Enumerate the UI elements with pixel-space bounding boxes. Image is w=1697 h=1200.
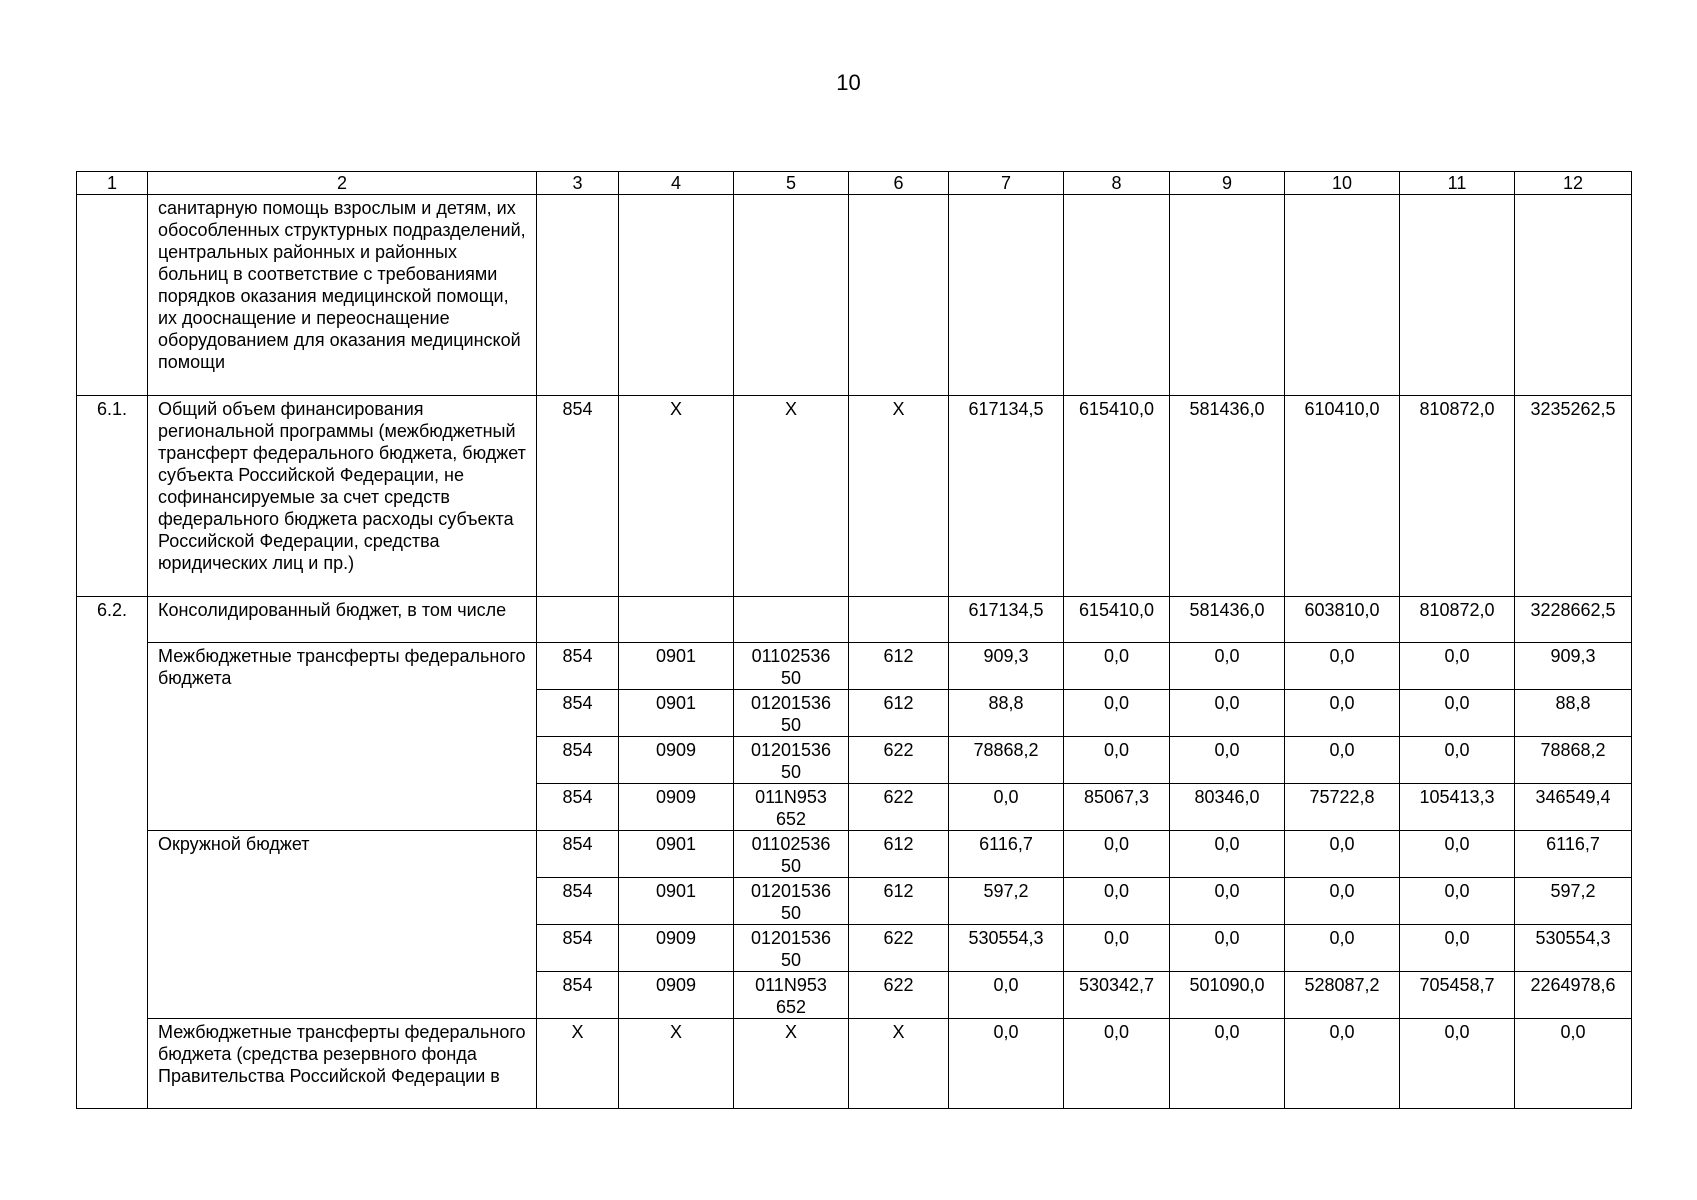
- value-cell: 0,0: [949, 1019, 1064, 1109]
- value-cell: 01102536 50: [734, 831, 849, 878]
- value-cell: X: [849, 1019, 949, 1109]
- value-cell: 612: [849, 690, 949, 737]
- value-cell: 0,0: [1285, 690, 1400, 737]
- value-cell: [1285, 195, 1400, 396]
- value-cell: 011N953 652: [734, 972, 849, 1019]
- value-cell: 0,0: [1285, 1019, 1400, 1109]
- value-cell: 0901: [619, 831, 734, 878]
- value-cell: [537, 597, 619, 643]
- row-text-cell: санитарную помощь взрослым и детям, их обособленных структурных подразделений, центральных районных и районных больниц в соответствие с требованиями порядков оказания медицинской помощи, их дооснащение и переоснащение оборудованием для оказания медицинской помощи: [148, 195, 537, 396]
- value-cell: X: [734, 396, 849, 597]
- group-label-cell: Окружной бюджет: [148, 831, 537, 1019]
- column-header: 6: [849, 172, 949, 195]
- value-cell: [949, 195, 1064, 396]
- value-cell: 0,0: [1170, 925, 1285, 972]
- value-cell: X: [619, 396, 734, 597]
- column-header: 12: [1515, 172, 1632, 195]
- value-cell: 854: [537, 784, 619, 831]
- value-cell: 0,0: [1170, 831, 1285, 878]
- value-cell: 597,2: [949, 878, 1064, 925]
- value-cell: 0,0: [1064, 878, 1170, 925]
- value-cell: 0901: [619, 643, 734, 690]
- value-cell: 854: [537, 972, 619, 1019]
- value-cell: 88,8: [949, 690, 1064, 737]
- value-cell: [1170, 195, 1285, 396]
- value-cell: 854: [537, 925, 619, 972]
- column-header: 3: [537, 172, 619, 195]
- value-cell: [734, 195, 849, 396]
- value-cell: 617134,5: [949, 597, 1064, 643]
- value-cell: 622: [849, 737, 949, 784]
- value-cell: 011N953 652: [734, 784, 849, 831]
- value-cell: 612: [849, 831, 949, 878]
- value-cell: 0,0: [1400, 643, 1515, 690]
- value-cell: 01201536 50: [734, 737, 849, 784]
- value-cell: 0,0: [1285, 925, 1400, 972]
- value-cell: 530554,3: [949, 925, 1064, 972]
- value-cell: 530342,7: [1064, 972, 1170, 1019]
- value-cell: 622: [849, 784, 949, 831]
- value-cell: 0,0: [1170, 737, 1285, 784]
- value-cell: 615410,0: [1064, 597, 1170, 643]
- value-cell: 0,0: [1170, 878, 1285, 925]
- value-cell: 6116,7: [949, 831, 1064, 878]
- column-header: 2: [148, 172, 537, 195]
- value-cell: [537, 195, 619, 396]
- value-cell: 0,0: [1285, 737, 1400, 784]
- value-cell: 603810,0: [1285, 597, 1400, 643]
- value-cell: 528087,2: [1285, 972, 1400, 1019]
- value-cell: 597,2: [1515, 878, 1632, 925]
- value-cell: 85067,3: [1064, 784, 1170, 831]
- value-cell: 105413,3: [1400, 784, 1515, 831]
- value-cell: 0,0: [1064, 690, 1170, 737]
- row-number-cell: 6.2.: [77, 597, 148, 1109]
- column-header: 8: [1064, 172, 1170, 195]
- value-cell: 581436,0: [1170, 396, 1285, 597]
- value-cell: 854: [537, 831, 619, 878]
- value-cell: 78868,2: [949, 737, 1064, 784]
- value-cell: 0909: [619, 784, 734, 831]
- value-cell: 612: [849, 878, 949, 925]
- value-cell: 615410,0: [1064, 396, 1170, 597]
- value-cell: 0,0: [1170, 643, 1285, 690]
- group-label-cell: Межбюджетные трансферты федерального бюджета: [148, 643, 537, 831]
- value-cell: 0901: [619, 690, 734, 737]
- value-cell: 854: [537, 690, 619, 737]
- value-cell: 622: [849, 925, 949, 972]
- column-header: 1: [77, 172, 148, 195]
- value-cell: 0,0: [949, 784, 1064, 831]
- value-cell: 0,0: [1064, 643, 1170, 690]
- value-cell: 0,0: [1285, 878, 1400, 925]
- table-row: [77, 172, 1632, 195]
- value-cell: X: [537, 1019, 619, 1109]
- value-cell: 0,0: [1170, 690, 1285, 737]
- value-cell: 78868,2: [1515, 737, 1632, 784]
- value-cell: X: [734, 1019, 849, 1109]
- value-cell: 0909: [619, 972, 734, 1019]
- value-cell: [619, 597, 734, 643]
- column-header: 7: [949, 172, 1064, 195]
- column-header: 11: [1400, 172, 1515, 195]
- value-cell: 0,0: [1400, 925, 1515, 972]
- value-cell: 0,0: [1285, 643, 1400, 690]
- table-row: [77, 396, 1632, 597]
- value-cell: 617134,5: [949, 396, 1064, 597]
- value-cell: 0,0: [1400, 737, 1515, 784]
- value-cell: 01102536 50: [734, 643, 849, 690]
- value-cell: 581436,0: [1170, 597, 1285, 643]
- column-header: 10: [1285, 172, 1400, 195]
- value-cell: 854: [537, 396, 619, 597]
- row-text-cell: Консолидированный бюджет, в том числе: [148, 597, 537, 643]
- value-cell: 75722,8: [1285, 784, 1400, 831]
- value-cell: 501090,0: [1170, 972, 1285, 1019]
- table-row: [77, 1019, 1632, 1109]
- value-cell: X: [849, 396, 949, 597]
- value-cell: [1064, 195, 1170, 396]
- value-cell: 0,0: [1170, 1019, 1285, 1109]
- table-row: [77, 195, 1632, 396]
- value-cell: 810872,0: [1400, 396, 1515, 597]
- value-cell: 0,0: [1400, 878, 1515, 925]
- value-cell: 0,0: [1064, 925, 1170, 972]
- value-cell: [849, 195, 949, 396]
- value-cell: 80346,0: [1170, 784, 1285, 831]
- value-cell: 3235262,5: [1515, 396, 1632, 597]
- value-cell: 705458,7: [1400, 972, 1515, 1019]
- value-cell: 0,0: [1285, 831, 1400, 878]
- value-cell: X: [619, 1019, 734, 1109]
- value-cell: [734, 597, 849, 643]
- value-cell: 0,0: [1064, 1019, 1170, 1109]
- row-number-cell: 6.1.: [77, 396, 148, 597]
- column-header: 5: [734, 172, 849, 195]
- value-cell: 6116,7: [1515, 831, 1632, 878]
- value-cell: 854: [537, 643, 619, 690]
- value-cell: 612: [849, 643, 949, 690]
- value-cell: 0,0: [1400, 1019, 1515, 1109]
- row-text-cell: Межбюджетные трансферты федерального бюджета (средства резервного фонда Правительства Российской Федерации в: [148, 1019, 537, 1109]
- value-cell: 909,3: [949, 643, 1064, 690]
- column-header: 4: [619, 172, 734, 195]
- value-cell: 0,0: [1400, 690, 1515, 737]
- value-cell: 0,0: [1064, 831, 1170, 878]
- value-cell: 0,0: [1515, 1019, 1632, 1109]
- value-cell: 01201536 50: [734, 690, 849, 737]
- value-cell: 88,8: [1515, 690, 1632, 737]
- value-cell: 0909: [619, 925, 734, 972]
- value-cell: 530554,3: [1515, 925, 1632, 972]
- value-cell: 3228662,5: [1515, 597, 1632, 643]
- value-cell: 909,3: [1515, 643, 1632, 690]
- value-cell: 0909: [619, 737, 734, 784]
- value-cell: 0,0: [1064, 737, 1170, 784]
- value-cell: 0,0: [1400, 831, 1515, 878]
- value-cell: 346549,4: [1515, 784, 1632, 831]
- row-number-cell: [77, 195, 148, 396]
- page-number: 10: [836, 70, 861, 95]
- table-row: [77, 643, 1632, 690]
- value-cell: 0901: [619, 878, 734, 925]
- value-cell: 854: [537, 878, 619, 925]
- value-cell: 610410,0: [1285, 396, 1400, 597]
- value-cell: [1515, 195, 1632, 396]
- value-cell: 810872,0: [1400, 597, 1515, 643]
- value-cell: 622: [849, 972, 949, 1019]
- table-row: [77, 831, 1632, 878]
- value-cell: 2264978,6: [1515, 972, 1632, 1019]
- column-header: 9: [1170, 172, 1285, 195]
- table-body: [77, 172, 1632, 1109]
- value-cell: 854: [537, 737, 619, 784]
- value-cell: 01201536 50: [734, 878, 849, 925]
- value-cell: 0,0: [949, 972, 1064, 1019]
- value-cell: [619, 195, 734, 396]
- value-cell: [1400, 195, 1515, 396]
- value-cell: [849, 597, 949, 643]
- budget-table: [76, 171, 1632, 1109]
- value-cell: 01201536 50: [734, 925, 849, 972]
- row-text-cell: Общий объем финансирования региональной программы (межбюджетный трансферт федерального бюджета, бюджет субъекта Российской Федерации, не софинансируемые за счет средств федерального бюджета расходы субъекта Российской Федерации, средства юридических лиц и пр.): [148, 396, 537, 597]
- table-row: [77, 597, 1632, 643]
